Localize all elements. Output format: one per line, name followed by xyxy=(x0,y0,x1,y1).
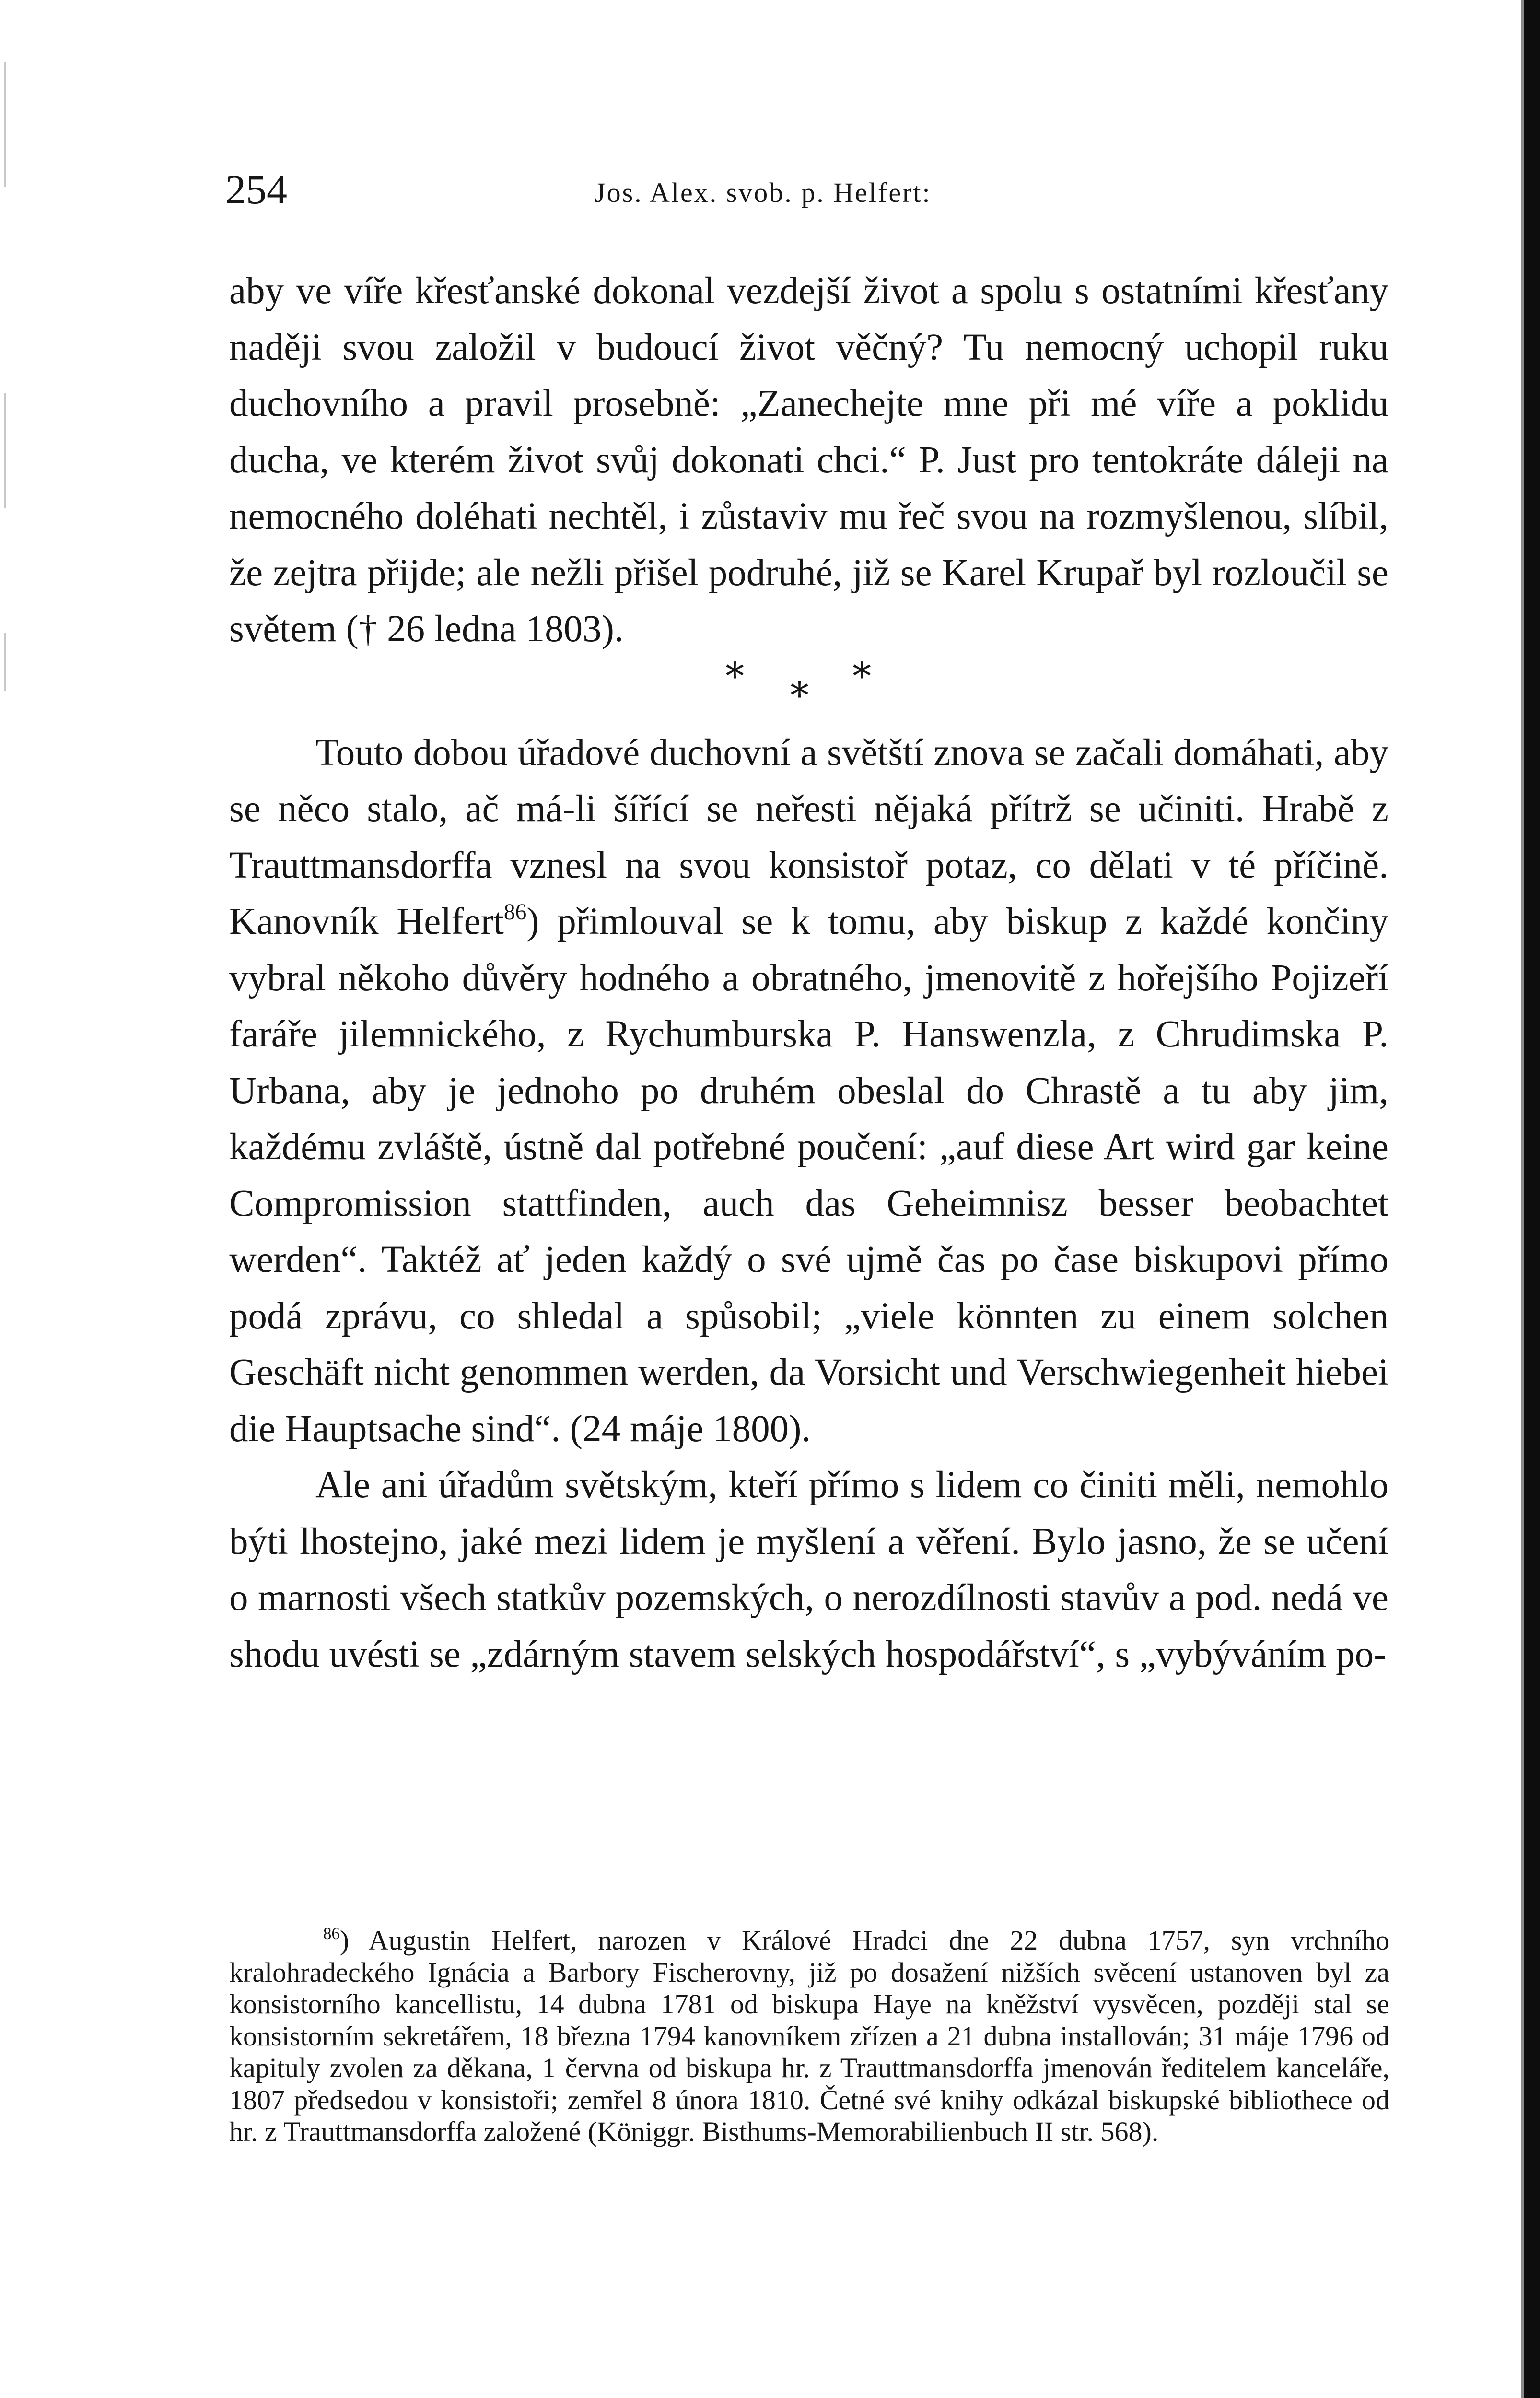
margin-scan-mark xyxy=(4,62,6,187)
asterism-star: * xyxy=(725,655,744,698)
paragraph-text: Touto dobou úřadové duchovní a světští znova se začali domáhati, aby se něco stalo, ač má-li šířící se neřesti nějaká přítrž se učiniti. Hrabě z Trauttmansdorffa vznesl na svou konsistoř potaz, co dělati v té příčině. Kanovník Helfert xyxy=(229,731,1388,942)
paragraph xyxy=(229,725,1388,1458)
paragraph: aby ve víře křesťanské dokonal vezdejší život a spolu s ostatními křesťany naději svou založil v budoucí život věčný? Tu nemocný uchopil ruku duchovního a pravil prosebně: „Zanechejte mne při mé víře a poklidu ducha, ve kterém život svůj dokonati chci.“ P. Just pro tentokráte dáleji na nemocného doléhati nechtěl, i zůstaviv mu řeč svou na rozmyšlenou, slíbil, že zejtra přijde; ale nežli přišel podruhé, již se Karel Krupař byl rozloučil se světem († 26 ledna 1803). xyxy=(229,270,1388,650)
footnote-reference: 86 xyxy=(503,900,527,925)
margin-scan-mark xyxy=(4,633,6,691)
body-text xyxy=(229,263,1388,1682)
margin-scan-mark xyxy=(4,393,6,508)
asterism-star: * xyxy=(852,655,871,698)
running-head: Jos. Alex. svob. p. Helfert: xyxy=(595,177,932,208)
paragraph-text: ) přimlouval se k tomu, aby biskup z každé končiny vybral někoho důvěry hodného a obratného, jmenovitě z hořejšího Pojizeří faráře jilemnického, z Rychumburska P. Hanswenzla, z Chrudimska P. Urbana, aby je jednoho po druhém obeslal do Chrastě a tu aby jim, každému zvláště, ústně dal potřebné poučení: „auf diese Art wird gar keine Compromission stattfinden, auch das Geheimnisz besser beobachtet werden“. Taktéž ať jeden každý o své ujmě čas po čase biskupovi přímo podá zprávu, co shledal a spůsobil; „viele könnten zu einem solchen Geschäft nicht genommen werden, da Vorsicht und Verschwiegenheit hiebei die Hauptsache sind“. (24 máje 1800). xyxy=(229,901,1388,1450)
footnote-marker: 86 xyxy=(323,1924,340,1943)
asterism xyxy=(229,655,1388,725)
asterism-star: * xyxy=(790,674,809,717)
page-number: 254 xyxy=(225,166,287,212)
page-header xyxy=(225,165,1386,213)
footnote xyxy=(229,1925,1389,2148)
book-spine-edge xyxy=(1524,0,1540,2398)
footnote-text: ) Augustin Helfert, narozen v Králové Hradci dne 22 dubna 1757, syn vrchního kralohradeckého Ignácia a Barbory Fischerovny, již po dosažení nižších svěcení ustanoven byl za konsistorního kancellistu, 14 dubna 1781 od biskupa Haye na kněžství vysvěcen, později stal se konsistorním sekretářem, 18 března 1794 kanovníkem zřízen a 21 dubna installován; 31 máje 1796 od kapituly zvolen za děkana, 1 června od biskupa hr. z Trauttmansdorffa jmenován ředitelem kanceláře, 1807 předsedou v konsistoři; zemřel 8 února 1810. Četné své knihy odkázal biskupské bibliothece od hr. z Trauttmansdorffa založené (Königgr. Bisthums-Memorabilienbuch II str. 568). xyxy=(229,1925,1389,2147)
paragraph: Ale ani úřadům světským, kteří přímo s lidem co činiti měli, nemohlo býti lhostejno, jaké mezi lidem je myšlení a věření. Bylo jasno, že se učení o marnosti všech statkův pozemských, o nerozdílnosti stavův a pod. nedá ve shodu uvésti se „zdárným stavem selských hospodářství“, s „vybýváním po- xyxy=(229,1464,1388,1675)
